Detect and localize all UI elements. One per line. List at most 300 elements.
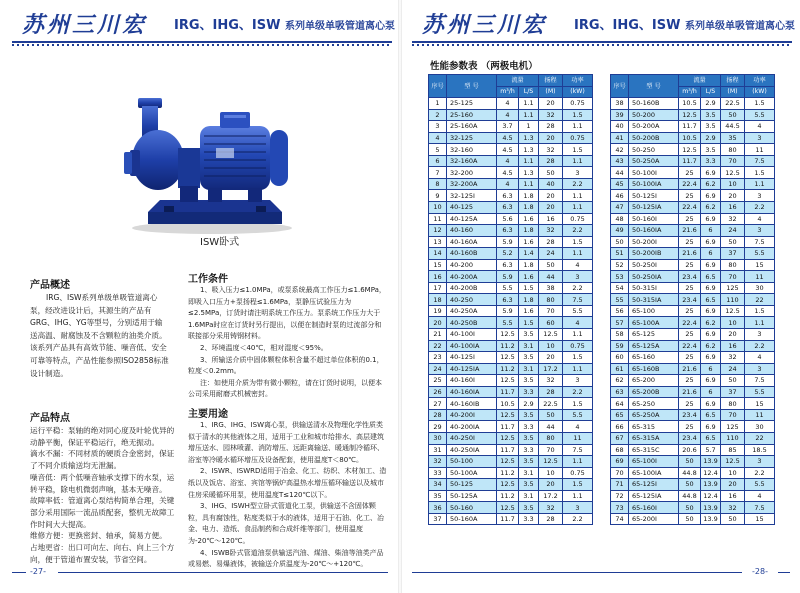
cell-power: 1.5 [563, 109, 593, 121]
cell-flow-ls: 13.9 [701, 479, 721, 491]
cell-model: 50-250A [629, 155, 679, 167]
cell-flow-ls: 3.3 [519, 386, 539, 398]
cell-head: 85 [721, 444, 745, 456]
cell-head: 50 [721, 109, 745, 121]
cell-power: 0.75 [563, 467, 593, 479]
cell-power: 4 [563, 317, 593, 329]
header-power: 功率 [745, 75, 775, 87]
cell-head: 28 [539, 155, 563, 167]
cell-seq: 1 [429, 98, 447, 110]
cell-flow-m3h: 11.2 [497, 467, 519, 479]
cell-seq: 29 [429, 421, 447, 433]
table-row [611, 386, 775, 398]
cell-power: 7.5 [745, 502, 775, 514]
table-row [611, 490, 775, 502]
cell-head: 70 [539, 444, 563, 456]
cell-seq: 27 [429, 398, 447, 410]
cell-power: 11 [563, 432, 593, 444]
cell-model: 40-200 [447, 259, 497, 271]
cell-power: 1.5 [563, 144, 593, 156]
table-row [429, 456, 593, 468]
cell-model: 65-200 [629, 375, 679, 387]
cell-head: 17.2 [539, 363, 563, 375]
cell-seq: 23 [429, 352, 447, 364]
cell-flow-m3h: 6.3 [497, 202, 519, 214]
header-rule [12, 41, 392, 43]
table-row [429, 213, 593, 225]
cell-flow-ls: 3.5 [701, 144, 721, 156]
cell-flow-ls: 6.5 [701, 432, 721, 444]
cell-model: 65-100A [629, 317, 679, 329]
cell-flow-ls: 2.9 [701, 132, 721, 144]
cell-flow-ls: 3.1 [519, 490, 539, 502]
table-row [429, 248, 593, 260]
cell-flow-ls: 6.9 [701, 375, 721, 387]
cell-model: 50-125IA [629, 202, 679, 214]
cell-seq: 40 [611, 121, 629, 133]
cell-model: 50-315IA [629, 294, 679, 306]
cell-flow-ls: 3.5 [519, 456, 539, 468]
cell-flow-ls: 3.5 [701, 109, 721, 121]
footer-rule [58, 572, 388, 573]
cell-flow-m3h: 4.5 [497, 144, 519, 156]
header-flow-m3h: m³/h [497, 86, 519, 98]
cell-flow-ls: 13.9 [701, 456, 721, 468]
cell-model: 32-160 [447, 144, 497, 156]
cell-flow-ls: 6.9 [701, 282, 721, 294]
table-row [429, 190, 593, 202]
cell-power: 11 [745, 409, 775, 421]
cell-flow-m3h: 23.4 [679, 294, 701, 306]
cell-model: 40-250 [447, 294, 497, 306]
series-name: 系列单级单吸管道离心泵 [684, 21, 795, 32]
header-power-unit: (kW) [563, 86, 593, 98]
cell-power: 4 [745, 490, 775, 502]
cell-flow-ls: 6.2 [701, 178, 721, 190]
cell-seq: 7 [429, 167, 447, 179]
cell-head: 10 [721, 317, 745, 329]
cell-power: 3 [745, 132, 775, 144]
cell-flow-m3h: 11.7 [679, 121, 701, 133]
features-title: 产品特点 [30, 413, 70, 424]
cell-model: 65-315 [629, 421, 679, 433]
cell-seq: 24 [429, 363, 447, 375]
cell-seq: 22 [429, 340, 447, 352]
cell-power: 18.5 [745, 444, 775, 456]
table-row [611, 167, 775, 179]
cell-model: 40-200I [447, 409, 497, 421]
table-row [611, 398, 775, 410]
cell-head: 28 [539, 386, 563, 398]
cell-flow-ls: 6.5 [701, 271, 721, 283]
cell-head: 24 [721, 363, 745, 375]
cell-model: 50-250IA [629, 271, 679, 283]
header-flow-m3h: m³/h [679, 86, 701, 98]
table-row [611, 502, 775, 514]
table-row [429, 432, 593, 444]
cell-seq: 46 [611, 190, 629, 202]
cell-seq: 6 [429, 155, 447, 167]
brand-logo: 苏州三川宏 [22, 12, 148, 38]
cell-power: 5.5 [563, 305, 593, 317]
cell-power: 1.1 [563, 363, 593, 375]
cell-flow-ls: 6 [701, 225, 721, 237]
application-item: 2、ISWR、ISWRD适用于冶金、化工、纺织、木材加工、造纸以及饭店、浴室、宾馆等锅炉高温热水增压循环输送以及城市住房采暖循环用泵，使用温度T≤120℃以下。 [188, 467, 387, 499]
cell-model: 50-200I [629, 236, 679, 248]
cell-head: 110 [721, 294, 745, 306]
condition-item: 2、环境温度＜40℃，相对湿度＜95%。 [200, 343, 328, 352]
cell-model: 40-160A [447, 236, 497, 248]
cell-model: 65-100 [629, 305, 679, 317]
cell-flow-m3h: 6.3 [497, 225, 519, 237]
cell-seq: 49 [611, 225, 629, 237]
cell-flow-m3h: 11.2 [497, 340, 519, 352]
cell-flow-m3h: 25 [679, 398, 701, 410]
table-row [611, 444, 775, 456]
table-row [611, 109, 775, 121]
cell-flow-m3h: 21.6 [679, 363, 701, 375]
cell-model: 40-200B [447, 282, 497, 294]
feature-item: 运行平稳：泵轴的绝对同心度及叶轮优异的动静平衡，保证平稳运行，绝无振动。 [30, 426, 175, 447]
table-row [429, 98, 593, 110]
cell-model: 50-160 [447, 502, 497, 514]
cell-flow-m3h: 25 [679, 329, 701, 341]
header-flow: 流量 [497, 75, 539, 87]
cell-flow-ls: 1.3 [519, 132, 539, 144]
cell-power: 3 [563, 502, 593, 514]
table-row [611, 421, 775, 433]
cell-head: 50 [539, 259, 563, 271]
cell-seq: 42 [611, 144, 629, 156]
cell-seq: 11 [429, 213, 447, 225]
cell-model: 65-315A [629, 432, 679, 444]
cell-flow-ls: 6.9 [701, 190, 721, 202]
cell-seq: 60 [611, 352, 629, 364]
cell-seq: 44 [611, 167, 629, 179]
header-head: 扬程 [539, 75, 563, 87]
cell-head: 32 [539, 375, 563, 387]
table-row [611, 352, 775, 364]
right-page [400, 0, 800, 593]
cell-seq: 19 [429, 305, 447, 317]
cell-flow-ls: 1.1 [519, 155, 539, 167]
cell-flow-m3h: 22.4 [679, 340, 701, 352]
cell-flow-m3h: 21.6 [679, 248, 701, 260]
cell-power: 2.2 [745, 340, 775, 352]
cell-flow-m3h: 5.6 [497, 213, 519, 225]
cell-model: 50-100 [447, 456, 497, 468]
cell-seq: 8 [429, 178, 447, 190]
table-row [429, 329, 593, 341]
left-header [0, 0, 400, 44]
table-row [611, 375, 775, 387]
footer-rule [412, 572, 742, 573]
cell-flow-ls: 6 [701, 363, 721, 375]
table-row [429, 271, 593, 283]
table-row [429, 352, 593, 364]
cell-flow-ls: 6 [701, 386, 721, 398]
cell-flow-ls: 6.5 [701, 409, 721, 421]
cell-model: 50-125A [447, 490, 497, 502]
cell-power: 1.1 [563, 155, 593, 167]
cell-seq: 33 [429, 467, 447, 479]
pump-image [120, 88, 300, 238]
cell-model: 50-200 [629, 109, 679, 121]
cell-flow-m3h: 11.7 [497, 444, 519, 456]
cell-power: 7.5 [563, 294, 593, 306]
cell-flow-m3h: 25 [679, 305, 701, 317]
cell-head: 12.5 [539, 456, 563, 468]
table-row [429, 479, 593, 491]
cell-flow-m3h: 5.5 [497, 282, 519, 294]
cell-head: 44 [539, 421, 563, 433]
table-row [611, 329, 775, 341]
table-row [611, 294, 775, 306]
table-row [611, 513, 775, 525]
table-row [611, 236, 775, 248]
cell-head: 20 [539, 479, 563, 491]
cell-flow-m3h: 11.7 [497, 386, 519, 398]
cell-flow-ls: 1.6 [519, 236, 539, 248]
cell-flow-ls: 1.6 [519, 305, 539, 317]
applications-title: 主要用途 [188, 409, 228, 420]
cell-head: 24 [721, 225, 745, 237]
table-row [429, 386, 593, 398]
cell-power: 2.2 [563, 178, 593, 190]
cell-head: 20 [721, 190, 745, 202]
model-line: IRG、IHG、ISW [174, 18, 281, 33]
cell-flow-ls: 3.3 [519, 421, 539, 433]
cell-model: 32-125I [447, 190, 497, 202]
table-row [429, 236, 593, 248]
table-row [429, 305, 593, 317]
cell-model: 40-250I [447, 432, 497, 444]
cell-seq: 64 [611, 398, 629, 410]
table-row [611, 340, 775, 352]
cell-seq: 16 [429, 271, 447, 283]
cell-flow-ls: 3.5 [519, 409, 539, 421]
cell-seq: 32 [429, 456, 447, 468]
cell-model: 50-100A [447, 467, 497, 479]
cell-flow-ls: 1.8 [519, 294, 539, 306]
cell-power: 15 [745, 398, 775, 410]
table-header-row [429, 75, 593, 87]
cell-flow-ls: 1.5 [519, 282, 539, 294]
cell-flow-m3h: 23.4 [679, 409, 701, 421]
feature-item: 维修方便：更换密封、轴承，简易方便。 [30, 531, 167, 541]
cell-power: 4 [745, 352, 775, 364]
cell-model: 50-160A [447, 513, 497, 525]
cell-flow-m3h: 4.5 [497, 167, 519, 179]
cell-seq: 73 [611, 502, 629, 514]
cell-power: 5.5 [745, 109, 775, 121]
table-row [611, 121, 775, 133]
table-row [429, 225, 593, 237]
header-dotted-rule [12, 44, 392, 46]
cell-power: 1.1 [563, 202, 593, 214]
cell-seq: 55 [611, 294, 629, 306]
cell-seq: 38 [611, 98, 629, 110]
cell-head: 44.5 [721, 121, 745, 133]
cell-model: 40-160 [447, 225, 497, 237]
cell-power: 3 [745, 456, 775, 468]
cell-seq: 45 [611, 178, 629, 190]
model-line: IRG、IHG、ISW [574, 18, 681, 33]
condition-note: 注：如使用介质为带有微小颗粒，请在订货时说明，以便本公司采用耐磨式机械密封。 [188, 378, 382, 399]
cell-head: 70 [721, 155, 745, 167]
table-row [429, 178, 593, 190]
page-number: -28- [752, 567, 768, 576]
cell-model: 50-100I [629, 167, 679, 179]
cell-power: 1.5 [563, 479, 593, 491]
cell-flow-m3h: 44.8 [679, 490, 701, 502]
cell-head: 32 [539, 225, 563, 237]
cell-power: 0.75 [563, 213, 593, 225]
cell-power: 2.2 [563, 225, 593, 237]
table-row [429, 121, 593, 133]
cell-head: 28 [539, 236, 563, 248]
application-item: 4、ISWB卧式管道油泵供输送汽油、煤油、柴油等油类产品或易燃、易爆液体，被输送介质温度为-20℃～+120℃。 [188, 548, 384, 569]
cell-flow-m3h: 50 [679, 502, 701, 514]
cell-seq: 37 [429, 513, 447, 525]
cell-model: 32-160A [447, 155, 497, 167]
cell-flow-ls: 3.3 [701, 155, 721, 167]
cell-power: 7.5 [745, 155, 775, 167]
cell-power: 7.5 [745, 375, 775, 387]
cell-flow-ls: 3.5 [519, 432, 539, 444]
cell-flow-m3h: 12.5 [497, 502, 519, 514]
cell-flow-m3h: 12.5 [497, 456, 519, 468]
table-row [429, 444, 593, 456]
cell-flow-m3h: 5.9 [497, 271, 519, 283]
cell-flow-m3h: 21.6 [679, 225, 701, 237]
cell-flow-m3h: 25 [679, 213, 701, 225]
cell-seq: 30 [429, 432, 447, 444]
table-row [429, 202, 593, 214]
cell-flow-m3h: 23.4 [679, 271, 701, 283]
cell-model: 40-160I [447, 375, 497, 387]
cell-flow-ls: 1.5 [519, 317, 539, 329]
cell-seq: 62 [611, 375, 629, 387]
table-row [611, 456, 775, 468]
cell-flow-m3h: 6.3 [497, 259, 519, 271]
cell-head: 16 [539, 213, 563, 225]
cell-head: 17.2 [539, 490, 563, 502]
cell-flow-m3h: 6.3 [497, 294, 519, 306]
cell-flow-ls: 1 [519, 121, 539, 133]
table-row [429, 294, 593, 306]
cell-head: 80 [721, 144, 745, 156]
cell-power: 1.5 [563, 236, 593, 248]
cell-seq: 67 [611, 432, 629, 444]
cell-model: 65-250 [629, 398, 679, 410]
table-row [429, 375, 593, 387]
cell-head: 28 [539, 513, 563, 525]
table-row [611, 190, 775, 202]
cell-flow-m3h: 3.7 [497, 121, 519, 133]
cell-power: 1.1 [563, 456, 593, 468]
cell-head: 32 [721, 352, 745, 364]
cell-flow-ls: 6.9 [701, 167, 721, 179]
cell-flow-m3h: 20.6 [679, 444, 701, 456]
right-header [400, 0, 800, 44]
cell-flow-ls: 2.9 [701, 98, 721, 110]
feature-item: 占地更省：出口可向左、向右、向上三个方向，便于管道布置安装，节省空间。 [30, 543, 175, 564]
condition-item: 1、吸入压力≤1.0MPa，或泵系统最高工作压力≤1.6MPa，即吸入口压力+泵扬程≤1.6MPa，泵静压试验压力为≤2.5MPa，订货时请注明系统工作压力。泵系统工作压力大于1.6MPa时应在订货时另行提出，以便在制造时泵的过流部分和联接部分采用铸钢材料。 [188, 286, 386, 341]
image-caption: ISW卧式 [200, 237, 240, 248]
cell-flow-m3h: 5.2 [497, 248, 519, 260]
cell-head: 50 [721, 513, 745, 525]
table-row [611, 98, 775, 110]
table-row [611, 432, 775, 444]
cell-seq: 56 [611, 305, 629, 317]
cell-flow-ls: 6.2 [701, 340, 721, 352]
table-row [429, 317, 593, 329]
table-row [429, 502, 593, 514]
table-row [611, 178, 775, 190]
cell-flow-m3h: 10.5 [497, 398, 519, 410]
cell-seq: 3 [429, 121, 447, 133]
cell-seq: 63 [611, 386, 629, 398]
footer-rule [778, 572, 790, 573]
cell-head: 10 [721, 467, 745, 479]
cell-flow-m3h: 22.4 [679, 202, 701, 214]
performance-table-right [610, 74, 775, 525]
cell-power: 4 [745, 213, 775, 225]
cell-model: 40-160IB [447, 398, 497, 410]
cell-flow-m3h: 5.9 [497, 236, 519, 248]
cell-head: 20 [539, 352, 563, 364]
cell-flow-m3h: 11.7 [497, 513, 519, 525]
cell-power: 22 [745, 294, 775, 306]
header-flow: 流量 [679, 75, 721, 87]
cell-power: 2.2 [745, 467, 775, 479]
cell-seq: 39 [611, 109, 629, 121]
cell-flow-m3h: 25 [679, 375, 701, 387]
cell-model: 50-250 [629, 144, 679, 156]
table-row [611, 305, 775, 317]
table-title: 性能参数表 （两极电机） [430, 61, 538, 72]
cell-model: 50-200IB [629, 248, 679, 260]
cell-model: 40-200IA [447, 421, 497, 433]
cell-power: 1.1 [563, 190, 593, 202]
cell-model: 32-200 [447, 167, 497, 179]
cell-head: 70 [539, 305, 563, 317]
header-flow-ls: L/S [701, 86, 721, 98]
header-power-unit: (kW) [745, 86, 775, 98]
cell-model: 50-160IA [629, 225, 679, 237]
application-item: 1、IRG、IHG、ISW离心泵，供输送清水及物理化学性质类似于清水的其他液体之用，适用于工业和城市给排水、高层建筑增压送水、园林喷灌、消防增压、远距离输送、暖通制冷循环、浴室等冷暖水循环增压及设备配套，使用温度T＜80℃。 [188, 421, 384, 464]
table-row [429, 409, 593, 421]
cell-power: 0.75 [563, 340, 593, 352]
cell-seq: 31 [429, 444, 447, 456]
cell-seq: 21 [429, 329, 447, 341]
cell-seq: 14 [429, 248, 447, 260]
cell-power: 0.75 [563, 132, 593, 144]
cell-seq: 57 [611, 317, 629, 329]
cell-power: 3 [563, 271, 593, 283]
feature-item: 噪音低：两个低噪音轴承支撑下的水泵，运转平稳，除电机微弱声响，基本无噪音。 [30, 472, 175, 494]
header-head: 扬程 [721, 75, 745, 87]
cell-head: 12.5 [721, 167, 745, 179]
cell-head: 70 [721, 271, 745, 283]
cell-model: 40-160B [447, 248, 497, 260]
cell-power: 1.1 [563, 248, 593, 260]
cell-power: 0.75 [563, 98, 593, 110]
cell-flow-m3h: 12.5 [497, 409, 519, 421]
overview-title: 产品概述 [30, 280, 70, 291]
cell-power: 7.5 [563, 444, 593, 456]
